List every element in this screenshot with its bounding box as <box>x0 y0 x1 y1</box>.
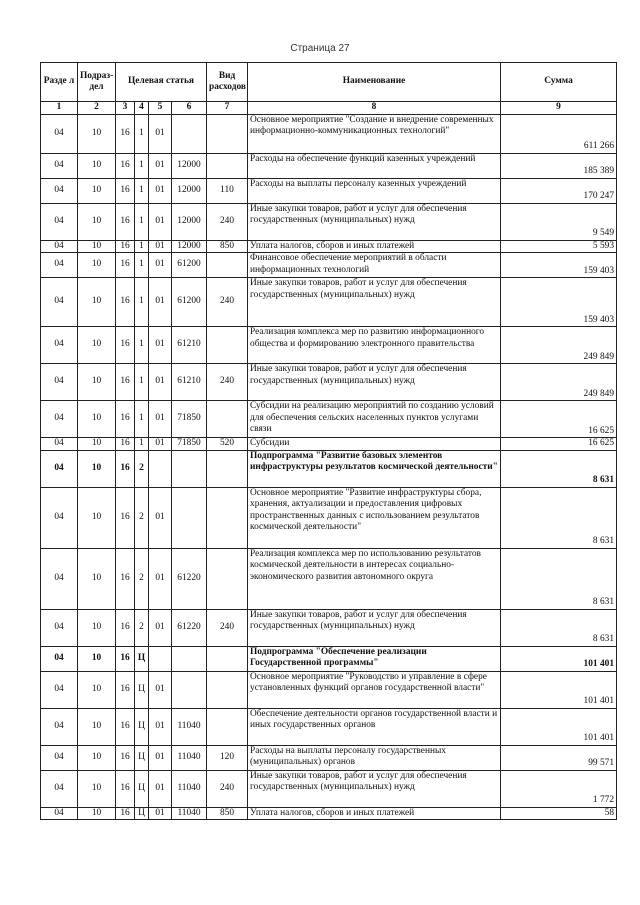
cell-event: 01 <box>149 807 172 820</box>
cell-vid: 850 <box>207 807 248 820</box>
cell-name: Расходы на выплаты персоналу казенных учреждений <box>248 178 501 203</box>
cell-podrazdel: 10 <box>78 153 116 178</box>
cell-razdel: 04 <box>41 153 78 178</box>
cell-vid <box>207 153 248 178</box>
cell-event: 01 <box>149 438 172 451</box>
cell-razdel: 04 <box>41 438 78 451</box>
cell-vid <box>207 450 248 487</box>
header-podrazdel: Подраз-дел <box>78 63 116 102</box>
table-body <box>41 114 617 820</box>
cell-subprogram: 1 <box>135 278 149 327</box>
budget-table <box>40 62 617 820</box>
cell-sum: 8 631 <box>501 450 617 487</box>
cell-razdel: 04 <box>41 178 78 203</box>
cell-program: 16 <box>116 114 135 153</box>
cell-sum: 1 772 <box>501 770 617 807</box>
cell-vid <box>207 114 248 153</box>
cell-subprogram: 2 <box>135 548 149 609</box>
cell-event: 01 <box>149 153 172 178</box>
cell-podrazdel: 10 <box>78 770 116 807</box>
cell-razdel: 04 <box>41 278 78 327</box>
cell-name: Иные закупки товаров, работ и услуг для обеспечения государственных (муниципальных) нужд <box>248 364 501 401</box>
cell-sum: 185 389 <box>501 153 617 178</box>
cell-event: 01 <box>149 745 172 770</box>
cell-podrazdel: 10 <box>78 253 116 278</box>
cell-vid <box>207 646 248 671</box>
cell-event: 01 <box>149 548 172 609</box>
cell-direction: 61220 <box>172 609 207 646</box>
cell-direction <box>172 487 207 548</box>
cell-program: 16 <box>116 646 135 671</box>
cell-podrazdel: 10 <box>78 438 116 451</box>
cell-subprogram: 2 <box>135 450 149 487</box>
cell-program: 16 <box>116 278 135 327</box>
cell-sum: 611 266 <box>501 114 617 153</box>
cell-subprogram: 2 <box>135 609 149 646</box>
cell-sum: 58 <box>501 807 617 820</box>
cell-event: 01 <box>149 203 172 240</box>
cell-vid: 850 <box>207 240 248 253</box>
cell-direction <box>172 450 207 487</box>
cell-direction: 12000 <box>172 240 207 253</box>
cell-podrazdel: 10 <box>78 807 116 820</box>
table-row <box>41 438 617 451</box>
table-row <box>41 671 617 708</box>
cell-direction <box>172 646 207 671</box>
cell-program: 16 <box>116 609 135 646</box>
cell-sum: 8 631 <box>501 609 617 646</box>
cell-vid: 240 <box>207 770 248 807</box>
table-row <box>41 253 617 278</box>
cell-direction: 61200 <box>172 253 207 278</box>
cell-name: Иные закупки товаров, работ и услуг для обеспечения государственных (муниципальных) нужд <box>248 203 501 240</box>
cell-program: 16 <box>116 203 135 240</box>
cell-event: 01 <box>149 178 172 203</box>
cell-sum: 16 625 <box>501 438 617 451</box>
cell-razdel: 04 <box>41 548 78 609</box>
cell-razdel: 04 <box>41 646 78 671</box>
cell-vid: 520 <box>207 438 248 451</box>
cell-sum: 8 631 <box>501 548 617 609</box>
column-number: 9 <box>501 102 617 115</box>
cell-podrazdel: 10 <box>78 203 116 240</box>
cell-sum: 159 403 <box>501 278 617 327</box>
cell-subprogram: 1 <box>135 153 149 178</box>
cell-podrazdel: 10 <box>78 364 116 401</box>
table-row <box>41 153 617 178</box>
table-row <box>41 807 617 820</box>
cell-event: 01 <box>149 671 172 708</box>
cell-razdel: 04 <box>41 745 78 770</box>
cell-direction: 61220 <box>172 548 207 609</box>
cell-vid: 240 <box>207 609 248 646</box>
cell-sum: 101 401 <box>501 646 617 671</box>
table-row <box>41 708 617 745</box>
cell-podrazdel: 10 <box>78 278 116 327</box>
cell-name: Иные закупки товаров, работ и услуг для обеспечения государственных (муниципальных) нужд <box>248 770 501 807</box>
table-row <box>41 327 617 364</box>
cell-name: Уплата налогов, сборов и иных платежей <box>248 240 501 253</box>
cell-subprogram: Ц <box>135 708 149 745</box>
cell-program: 16 <box>116 745 135 770</box>
cell-event: 01 <box>149 278 172 327</box>
cell-event: 01 <box>149 364 172 401</box>
cell-direction: 12000 <box>172 153 207 178</box>
cell-vid <box>207 548 248 609</box>
cell-event: 01 <box>149 253 172 278</box>
cell-program: 16 <box>116 327 135 364</box>
cell-event <box>149 450 172 487</box>
cell-vid <box>207 708 248 745</box>
cell-program: 16 <box>116 253 135 278</box>
cell-name: Расходы на выплаты персоналу государственных (муниципальных) органов <box>248 745 501 770</box>
cell-sum: 249 849 <box>501 364 617 401</box>
column-number: 6 <box>172 102 207 115</box>
table-row <box>41 178 617 203</box>
cell-razdel: 04 <box>41 708 78 745</box>
cell-name: Обеспечение деятельности органов государственной власти и иных государственных органов <box>248 708 501 745</box>
header-target: Целевая статья <box>116 63 207 102</box>
cell-razdel: 04 <box>41 770 78 807</box>
cell-name: Субсидии на реализацию мероприятий по созданию условий для обеспечения сельских населенных пунктов услугами связи <box>248 401 501 438</box>
cell-sum: 101 401 <box>501 671 617 708</box>
cell-podrazdel: 10 <box>78 548 116 609</box>
cell-name: Расходы на обеспечение функций казенных учреждений <box>248 153 501 178</box>
column-number: 7 <box>207 102 248 115</box>
cell-vid: 120 <box>207 745 248 770</box>
table-row <box>41 114 617 153</box>
cell-vid <box>207 327 248 364</box>
cell-vid: 240 <box>207 364 248 401</box>
column-number: 1 <box>41 102 78 115</box>
cell-name: Иные закупки товаров, работ и услуг для обеспечения государственных (муниципальных) нужд <box>248 609 501 646</box>
cell-vid <box>207 487 248 548</box>
cell-vid: 240 <box>207 278 248 327</box>
cell-program: 16 <box>116 807 135 820</box>
cell-direction: 61210 <box>172 327 207 364</box>
cell-podrazdel: 10 <box>78 609 116 646</box>
cell-razdel: 04 <box>41 203 78 240</box>
cell-program: 16 <box>116 671 135 708</box>
cell-subprogram: Ц <box>135 646 149 671</box>
cell-subprogram: 1 <box>135 114 149 153</box>
table-row <box>41 203 617 240</box>
cell-sum: 16 625 <box>501 401 617 438</box>
cell-direction: 11040 <box>172 708 207 745</box>
cell-podrazdel: 10 <box>78 401 116 438</box>
table-row <box>41 240 617 253</box>
cell-event: 01 <box>149 327 172 364</box>
cell-subprogram: 1 <box>135 178 149 203</box>
cell-program: 16 <box>116 178 135 203</box>
cell-sum: 159 403 <box>501 253 617 278</box>
cell-program: 16 <box>116 240 135 253</box>
cell-sum: 9 549 <box>501 203 617 240</box>
cell-event: 01 <box>149 770 172 807</box>
table-row <box>41 278 617 327</box>
cell-event: 01 <box>149 401 172 438</box>
cell-program: 16 <box>116 364 135 401</box>
cell-program: 16 <box>116 153 135 178</box>
column-number: 2 <box>78 102 116 115</box>
cell-vid: 240 <box>207 203 248 240</box>
cell-event: 01 <box>149 240 172 253</box>
cell-subprogram: 1 <box>135 253 149 278</box>
cell-name: Уплата налогов, сборов и иных платежей <box>248 807 501 820</box>
column-number: 4 <box>135 102 149 115</box>
cell-subprogram: Ц <box>135 807 149 820</box>
cell-subprogram: 1 <box>135 401 149 438</box>
cell-vid: 110 <box>207 178 248 203</box>
cell-razdel: 04 <box>41 807 78 820</box>
cell-vid <box>207 401 248 438</box>
table-row <box>41 646 617 671</box>
cell-sum: 5 593 <box>501 240 617 253</box>
column-number-row <box>41 102 617 115</box>
table-row <box>41 401 617 438</box>
table-row <box>41 609 617 646</box>
cell-subprogram: 1 <box>135 364 149 401</box>
cell-name: Основное мероприятие "Создание и внедрение современных информационно-коммуникационных технологий" <box>248 114 501 153</box>
cell-razdel: 04 <box>41 327 78 364</box>
column-number: 5 <box>149 102 172 115</box>
cell-subprogram: Ц <box>135 671 149 708</box>
cell-name: Финансовое обеспечение мероприятий в области информационных технологий <box>248 253 501 278</box>
cell-direction: 61200 <box>172 278 207 327</box>
cell-podrazdel: 10 <box>78 646 116 671</box>
cell-podrazdel: 10 <box>78 671 116 708</box>
cell-direction: 11040 <box>172 770 207 807</box>
cell-program: 16 <box>116 548 135 609</box>
cell-program: 16 <box>116 401 135 438</box>
cell-name: Подпрограмма "Обеспечение реализации Государственной программы" <box>248 646 501 671</box>
cell-razdel: 04 <box>41 671 78 708</box>
cell-event: 01 <box>149 114 172 153</box>
cell-program: 16 <box>116 450 135 487</box>
cell-direction: 11040 <box>172 745 207 770</box>
cell-direction: 11040 <box>172 807 207 820</box>
cell-name: Основное мероприятие "Развитие инфраструктуры сбора, хранения, актуализации и предоставления цифровых пространственных данных с использованием результатов космической деятельности" <box>248 487 501 548</box>
cell-event: 01 <box>149 708 172 745</box>
cell-subprogram: Ц <box>135 770 149 807</box>
cell-razdel: 04 <box>41 240 78 253</box>
cell-subprogram: Ц <box>135 745 149 770</box>
cell-program: 16 <box>116 438 135 451</box>
cell-razdel: 04 <box>41 450 78 487</box>
header-name: Наименование <box>248 63 501 102</box>
cell-razdel: 04 <box>41 401 78 438</box>
cell-subprogram: 1 <box>135 438 149 451</box>
cell-sum: 170 247 <box>501 178 617 203</box>
cell-podrazdel: 10 <box>78 745 116 770</box>
cell-event: 01 <box>149 609 172 646</box>
cell-razdel: 04 <box>41 364 78 401</box>
cell-subprogram: 1 <box>135 203 149 240</box>
page-label: Страница 27 <box>290 43 350 54</box>
cell-podrazdel: 10 <box>78 178 116 203</box>
cell-subprogram: 1 <box>135 327 149 364</box>
cell-podrazdel: 10 <box>78 114 116 153</box>
cell-sum: 8 631 <box>501 487 617 548</box>
cell-subprogram: 2 <box>135 487 149 548</box>
cell-podrazdel: 10 <box>78 487 116 548</box>
cell-podrazdel: 10 <box>78 708 116 745</box>
cell-direction <box>172 114 207 153</box>
table-row <box>41 364 617 401</box>
cell-program: 16 <box>116 708 135 745</box>
header-razdel: Разде л <box>41 63 78 102</box>
table-row <box>41 770 617 807</box>
column-number: 8 <box>248 102 501 115</box>
cell-name: Субсидии <box>248 438 501 451</box>
cell-direction: 12000 <box>172 178 207 203</box>
cell-razdel: 04 <box>41 114 78 153</box>
cell-podrazdel: 10 <box>78 450 116 487</box>
cell-direction <box>172 671 207 708</box>
cell-subprogram: 1 <box>135 240 149 253</box>
column-number: 3 <box>116 102 135 115</box>
table-row <box>41 548 617 609</box>
table-row <box>41 487 617 548</box>
cell-razdel: 04 <box>41 609 78 646</box>
cell-event <box>149 646 172 671</box>
cell-name: Основное мероприятие "Руководство и управление в сфере установленных функций органов государственной власти" <box>248 671 501 708</box>
cell-direction: 12000 <box>172 203 207 240</box>
cell-name: Реализация комплекса мер по развитию информационного общества и формированию электронного правительства <box>248 327 501 364</box>
cell-program: 16 <box>116 487 135 548</box>
cell-name: Иные закупки товаров, работ и услуг для обеспечения государственных (муниципальных) нужд <box>248 278 501 327</box>
cell-vid <box>207 671 248 708</box>
header-sum: Сумма <box>501 63 617 102</box>
cell-razdel: 04 <box>41 253 78 278</box>
cell-direction: 71850 <box>172 401 207 438</box>
cell-sum: 99 571 <box>501 745 617 770</box>
table-row <box>41 450 617 487</box>
table-row <box>41 745 617 770</box>
cell-program: 16 <box>116 770 135 807</box>
header-vid: Вид расходов <box>207 63 248 102</box>
cell-direction: 71850 <box>172 438 207 451</box>
cell-razdel: 04 <box>41 487 78 548</box>
cell-event: 01 <box>149 487 172 548</box>
cell-sum: 101 401 <box>501 708 617 745</box>
cell-sum: 249 849 <box>501 327 617 364</box>
cell-name: Реализация комплекса мер по использованию результатов космической деятельности в интересах социально-экономического развития автономного округа <box>248 548 501 609</box>
cell-podrazdel: 10 <box>78 327 116 364</box>
cell-direction: 61210 <box>172 364 207 401</box>
cell-name: Подпрограмма "Развитие базовых элементов инфраструктуры результатов космической деятельности" <box>248 450 501 487</box>
cell-podrazdel: 10 <box>78 240 116 253</box>
cell-vid <box>207 253 248 278</box>
header-row <box>41 63 617 102</box>
